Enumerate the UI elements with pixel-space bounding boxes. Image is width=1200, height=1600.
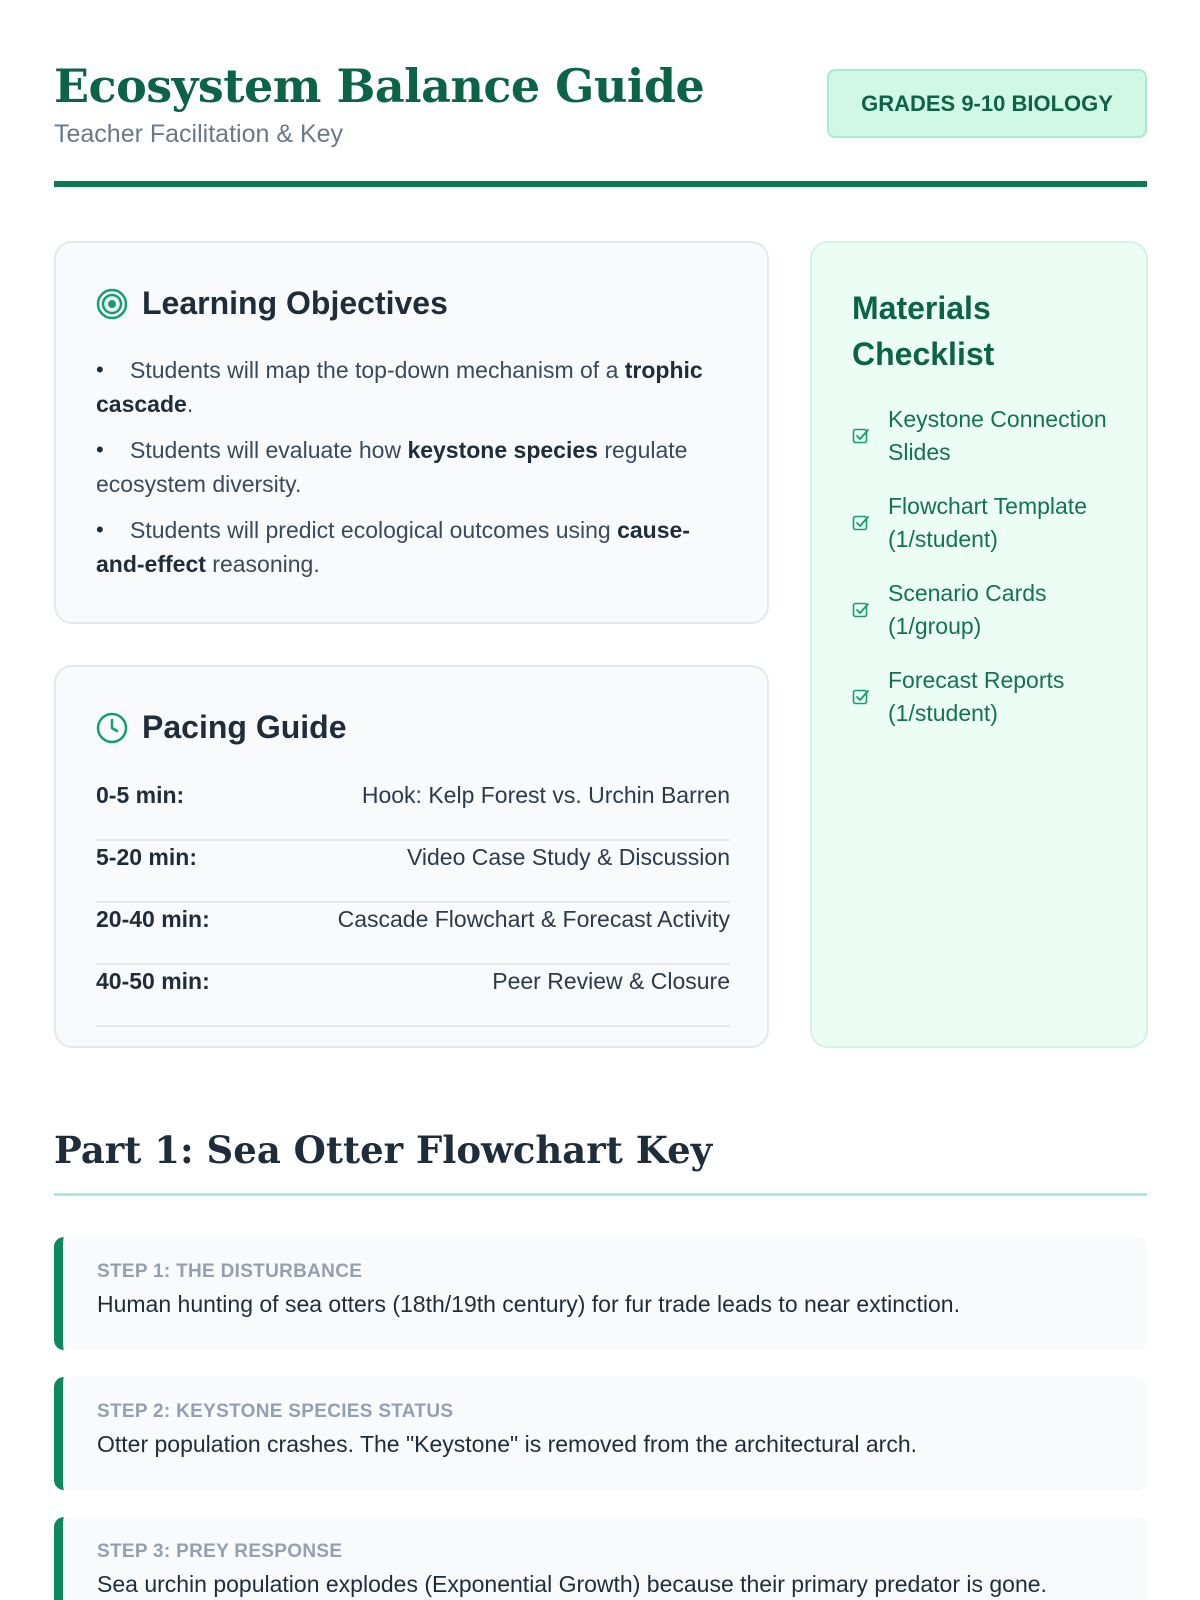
materials-item	[852, 403, 1122, 469]
pacing-row	[96, 841, 730, 903]
checkbox-icon	[852, 514, 870, 532]
pacing-activity: Cascade Flowchart & Forecast Activity	[337, 906, 730, 932]
page-header	[54, 58, 1147, 188]
materials-checklist-title: Materials Checklist	[852, 290, 995, 372]
pacing-time: 20-40 min:	[96, 906, 210, 932]
objective-item: • Students will predict ecological outcomes using cause-and-effect reasoning.	[96, 513, 736, 581]
step-text: Otter population crashes. The "Keystone" is removed from the architectural arch.	[97, 1431, 918, 1457]
step-label: STEP 3: PREY RESPONSE	[97, 1541, 343, 1562]
step-text: Sea urchin population explodes (Exponential Growth) because their primary predator is gone.	[97, 1571, 1047, 1597]
materials-item	[852, 664, 1122, 730]
page-subtitle: Teacher Facilitation & Key	[54, 120, 344, 148]
pacing-time: 40-50 min:	[96, 968, 210, 994]
grade-level-badge: GRADES 9-10 BIOLOGY	[827, 69, 1147, 138]
pacing-guide-card	[54, 665, 769, 1048]
materials-item	[852, 577, 1122, 643]
flowchart-step	[54, 1377, 1147, 1490]
objective-item: • Students will evaluate how keystone species regulate ecosystem diversity.	[96, 433, 736, 501]
pacing-guide-title: Pacing Guide	[142, 709, 347, 745]
flowchart-step	[54, 1237, 1147, 1350]
step-label: STEP 1: THE DISTURBANCE	[97, 1261, 363, 1282]
materials-checklist-card	[810, 241, 1148, 1048]
materials-item-label: Forecast Reports (1/student)	[888, 667, 1065, 726]
header-divider	[54, 181, 1147, 187]
pacing-time: 0-5 min:	[96, 782, 185, 808]
objective-keyword: trophic cascade	[96, 357, 703, 417]
materials-item-label: Keystone Connection Slides	[888, 406, 1107, 465]
checkbox-icon	[852, 427, 870, 445]
objectives-list	[96, 353, 736, 593]
step-text: Human hunting of sea otters (18th/19th century) for fur trade leads to near extinction.	[97, 1291, 960, 1317]
part1-divider	[54, 1193, 1147, 1196]
target-icon	[96, 288, 128, 320]
pacing-table	[96, 779, 730, 1027]
pacing-activity: Peer Review & Closure	[492, 968, 730, 994]
pacing-row	[96, 965, 730, 1027]
objective-keyword: cause-and-effect	[96, 517, 690, 577]
materials-item-label: Scenario Cards (1/group)	[888, 580, 1047, 639]
pacing-activity: Video Case Study & Discussion	[406, 844, 730, 870]
learning-objectives-card	[54, 241, 769, 624]
materials-item	[852, 490, 1122, 556]
page-title: Ecosystem Balance Guide	[54, 59, 705, 113]
learning-objectives-title: Learning Objectives	[142, 285, 448, 321]
clock-icon	[96, 712, 128, 744]
checkbox-icon	[852, 601, 870, 619]
pacing-time: 5-20 min:	[96, 844, 197, 870]
learning-objectives-heading	[96, 285, 448, 322]
pacing-activity: Hook: Kelp Forest vs. Urchin Barren	[361, 782, 730, 808]
part1-title: Part 1: Sea Otter Flowchart Key	[54, 1128, 713, 1172]
objective-keyword: keystone species	[407, 437, 598, 463]
pacing-row	[96, 903, 730, 965]
objective-item: • Students will map the top-down mechanism of a trophic cascade.	[96, 353, 736, 421]
materials-list	[852, 403, 1122, 751]
flowchart-step	[54, 1517, 1147, 1600]
checkbox-icon	[852, 688, 870, 706]
step-label: STEP 2: KEYSTONE SPECIES STATUS	[97, 1401, 454, 1422]
pacing-row	[96, 779, 730, 841]
materials-item-label: Flowchart Template (1/student)	[888, 493, 1087, 552]
pacing-guide-heading	[96, 709, 346, 746]
